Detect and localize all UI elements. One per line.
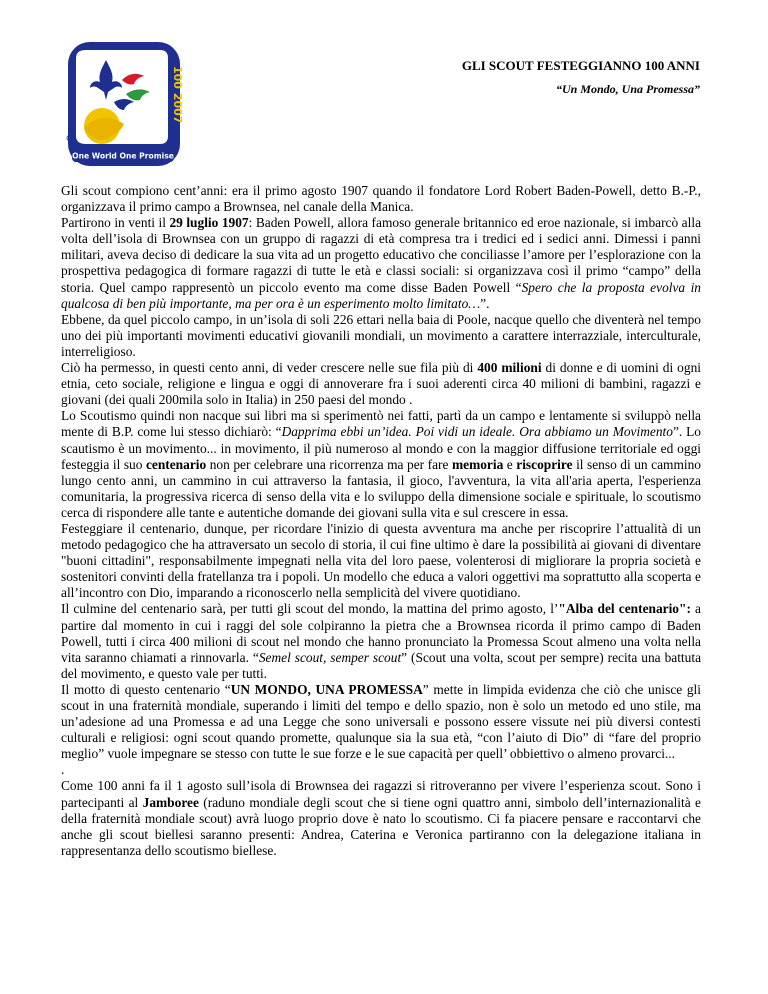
text-run: Ciò ha permesso, in questi cento anni, di veder crescere nelle sue fila più di xyxy=(61,360,478,376)
page-subtitle: “Un Mondo, Una Promessa” xyxy=(555,82,700,96)
bold-text: riscoprire xyxy=(516,456,573,472)
text-run: (raduno mondiale degli scout che si tiene ogni quattro anni, simbolo dell’internazionalità e della fraternità mondiale scout) avrà luogo proprio dove è nato lo scoutismo. Ci fa piacere pensare e raccontarvi che anche gli scout biellesi saranno presenti: Andrea, Caterina e Veronica partiranno con la delegazione italiana in rappresentanza dello scoutismo biellese. xyxy=(61,794,702,858)
text-run: e xyxy=(503,456,517,472)
text-run: ” mette in limpida evidenza che ciò che unisce gli scout in una fraternità mondiale, superando i limiti del tempo e dello spazio, non è solo un metodo ed uno stile, ma un’adesione ad una Promessa e ad una Legge che sono universali e possono essere vissute nei più diversi contesti culturali e religiosi: ogni scout quando promette, qualunque sia la sua età, “con l’aiuto di Dio” di “fare del proprio meglio” vuole impegnare se stesso con tutte le sue forze e le sue capacità per quell’ obbiettivo o almeno provarci... xyxy=(61,681,702,762)
bold-text: UN MONDO, UNA PROMESSA xyxy=(230,681,423,697)
text-run: Ebbene, da quel piccolo campo, in un’isola di soli 226 ettari nella baia di Poole, nacque quello che diventerà nel tempo uno dei più importanti movimenti educativi giovanili mondiali, un movimento a carattere interrazziale, interculturale, interreligioso. xyxy=(61,311,701,359)
paragraph xyxy=(61,762,701,778)
logo-year-text: 100 2007 xyxy=(171,66,184,124)
page-title: GLI SCOUT FESTEGGIANNO 100 ANNI xyxy=(461,58,700,73)
paragraph xyxy=(61,778,701,858)
logo-banner-text: One World One Promise xyxy=(72,151,174,161)
italic-text: Dapprima ebbi un’idea. Poi vidi un ideale. Ora abbiamo un Movimento xyxy=(281,424,673,440)
text-run: ”. Lo scautismo è un movimento... in movimento, il più numeroso al mondo e con la maggior diffusione territoriale ed oggi festeggia il suo xyxy=(61,424,702,472)
text-run: ” (Scout una volta, scout per sempre) recita una battuta del movimento, e questo vale per tutti. xyxy=(61,649,702,681)
text-run: Il motto di questo centenario “ xyxy=(61,681,231,697)
bold-text: "Alba del centenario": xyxy=(558,601,691,617)
centenary-logo xyxy=(62,40,184,170)
text-run: Gli scout compiono cent’anni: era il primo agosto 1907 quando il fondatore Lord Robert Baden-Powell, detto B.-P., organizzava il primo campo a Brownsea, nel canale della Manica. xyxy=(61,183,701,215)
bold-text: 29 luglio 1907 xyxy=(169,215,249,231)
paragraph xyxy=(61,360,701,408)
bold-text: centenario xyxy=(145,456,207,472)
text-run: a partire dal momento in cui i raggi del sole colpiranno la pietra che a Brownsea ricorda il primo campo di Baden Powell, tutti i circa 400 milioni di scout nel mondo che hanno pronunciato la Promessa Scout almeno una volta nella vita saranno chiamati a rinnovarla. “ xyxy=(61,601,702,665)
paragraph xyxy=(61,312,701,360)
paragraph xyxy=(61,408,701,521)
text-run: non per celebrare una ricorrenza ma per fare xyxy=(206,456,452,472)
text-run: Festeggiare il centenario, dunque, per ricordare l'inizio di questa avventura ma anche per riscoprire l’attualità di un metodo pedagogico che ha attraversato un secolo di storia, il cui fine ultimo è dare la possibilità ai giovani di diventare "buoni cittadini", responsabilmente impegnati nella vita del loro paese, volenterosi di migliorare la propria società e sostenitori convinti della fratellanza tra i popoli. Un modello che educa a valori oggettivi ma soprattutto alla scoperta e all’incontro con Dio, imparando a riconoscerlo nella semplicità del vivere quotidiano. xyxy=(61,520,701,601)
italic-text: Spero che la proposta evolva in qualcosa di ben più importante, ma per ora è un esperimento molto limitato… xyxy=(61,279,701,311)
text-run: : Baden Powell, allora famoso generale britannico ed eroe nazionale, si imbarcò alla volta dell’isola di Brownsea con un gruppo di ragazzi di età compresa tra i tredici ed i sedici anni. Dimessi i panni militari, aveva deciso di dedicare la sua vita ad un progetto educativo che conciliasse l’amore per l’esplorazione con la prospettiva pedagogica di formare ragazzi di tutte le età e classi sociali: si organizzava così il primo “campo” della storia. Quel campo rappresentò un piccolo evento ma come disse Baden Powell “ xyxy=(61,215,702,295)
text-run: Partirono in venti il xyxy=(61,215,170,231)
article-body xyxy=(61,183,701,859)
scout-centenary-emblem xyxy=(62,40,184,170)
text-run: di donne e di uomini di ogni etnia, ceto sociale, religione e lingua e oggi di annoverare fra i suoi aderenti circa 40 milioni di bambini, ragazzi e giovani (dei quali 200mila solo in Italia) in 250 paesi del mondo . xyxy=(61,360,701,408)
text-run: il senso di un cammino lungo cento anni, un cammino in cui attraverso la fantasia, il gioco, l'avventura, la vita all'aria aperta, l'esperienza comunitaria, la progressiva ricerca di senso della vita e lo sviluppo della dimensione sociale e spirituale, lo scoutismo cerca di rispondere alle tante e autentiche domande dei giovani sulla vita e sul crescere in essa. xyxy=(61,456,701,520)
bold-text: 400 milioni xyxy=(477,360,542,376)
bold-text: Jamboree xyxy=(142,794,199,810)
text-run: . xyxy=(61,762,65,778)
text-run: Lo Scoutismo quindi non nacque sui libri ma si sperimentò nei fatti, partì da un campo e lentamente si sviluppò nella mente di B.P. come lui stesso dichiarò: “ xyxy=(61,408,701,440)
paragraph xyxy=(61,682,701,762)
paragraph xyxy=(61,183,701,215)
paragraph xyxy=(61,521,701,601)
paragraph xyxy=(61,601,701,681)
text-run: ”. xyxy=(480,295,490,311)
text-run: Come 100 anni fa il 1 agosto sull’isola di Brownsea dei ragazzi si ritroveranno per vivere l’esperienza scout. Sono i partecipanti al xyxy=(61,778,701,810)
bold-text: memoria xyxy=(451,456,504,472)
italic-text: Semel scout, semper scout xyxy=(258,649,402,665)
paragraph xyxy=(61,215,701,312)
text-run: Il culmine del centenario sarà, per tutti gli scout del mondo, la mattina del primo agosto, l’ xyxy=(61,601,559,617)
